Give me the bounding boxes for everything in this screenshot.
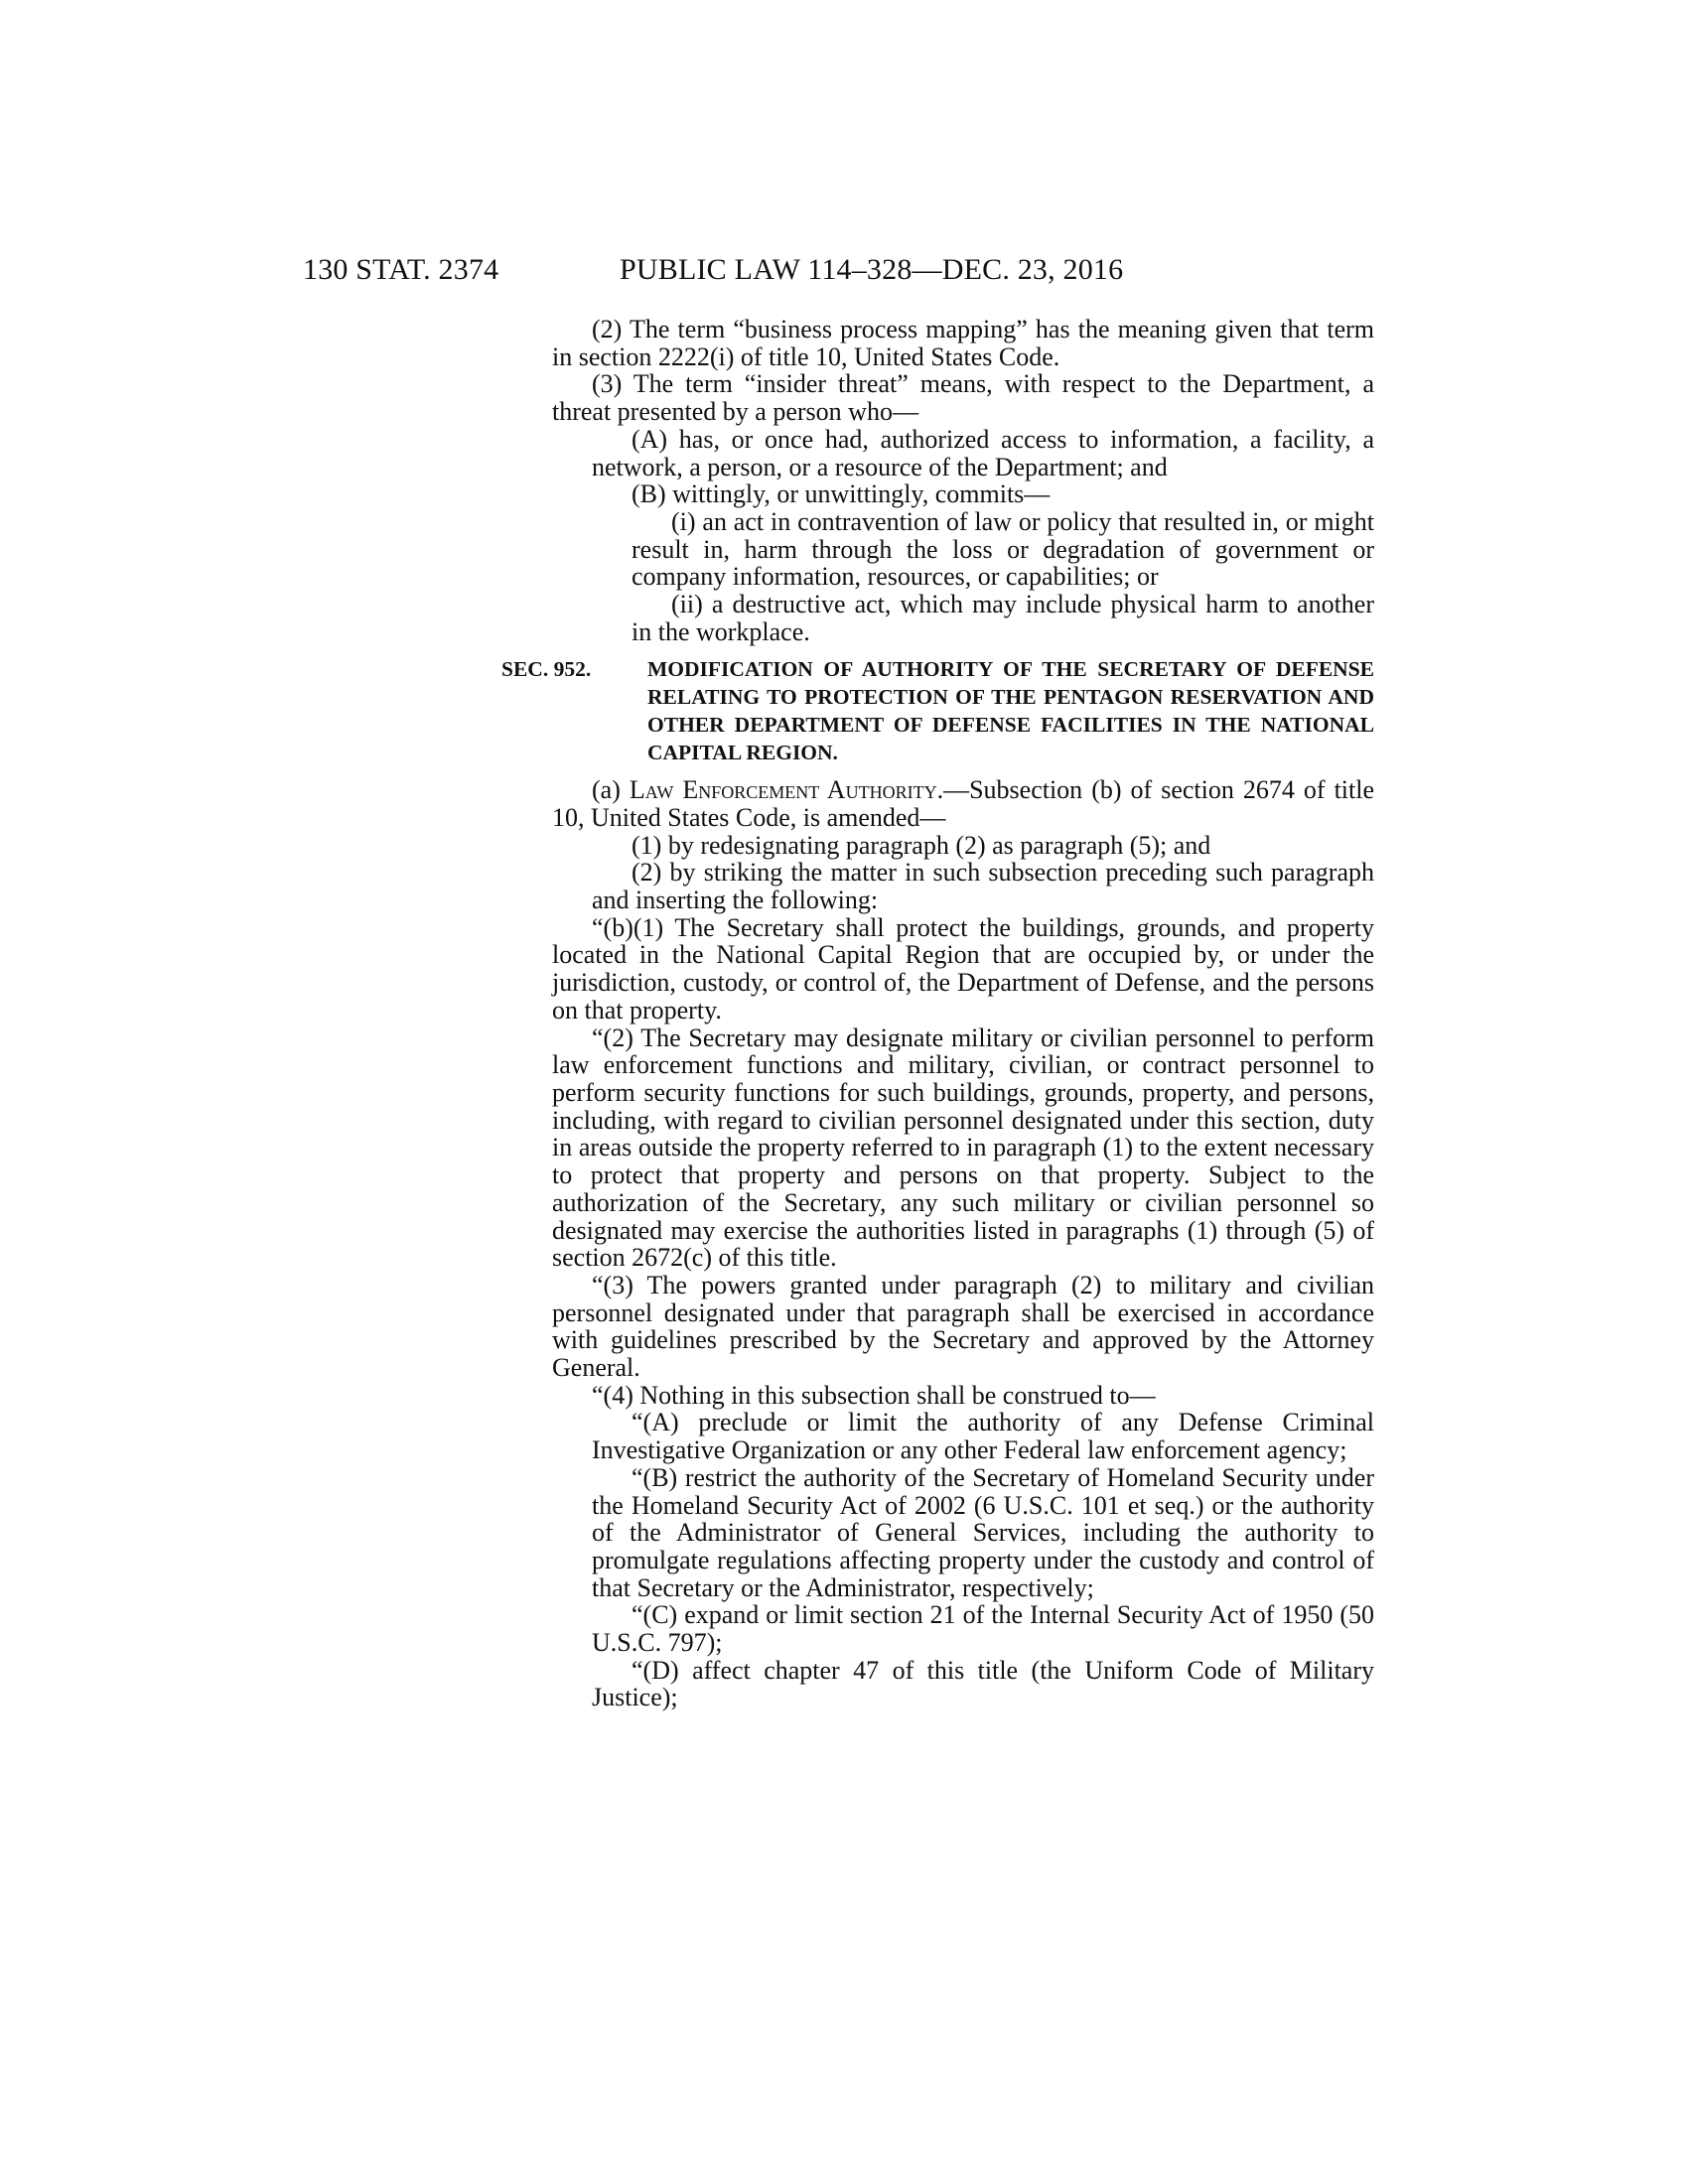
inserted-paragraph-b1: “(b)(1) The Secretary shall protect the buildings, grounds, and property located in the National Capital Region that are occupied by, or under the jurisdiction, custody, or control of, the Department of Defense, and the persons on that property.: [552, 912, 1374, 1024]
inserted-subparagraph-B: “(B) restrict the authority of the Secretary of Homeland Security under the Homeland Security Act of 2002 (6 U.S.C. 101 et seq.) or the authority of the Administrator of General Services, including the authority to promulgate regulations affecting property under the custody and control of that Secretary or the Administrator, respectively;: [592, 1462, 1374, 1602]
document-body: [501, 315, 1375, 1712]
subsection-a-caption: Law Enforcement Authority.: [629, 775, 944, 805]
section-number: SEC. 952.: [501, 657, 592, 682]
clause-i: (i) an act in contravention of law or policy that resulted in, or might result in, harm through the loss or degradation of government or company information, resources, or capabilities; or: [632, 506, 1374, 592]
paragraph-definition-3: (3) The term “insider threat” means, with respect to the Department, a threat presented by a person who—: [552, 369, 1374, 427]
subparagraph-B: (B) wittingly, or unwittingly, commits—: [632, 479, 1051, 509]
inserted-paragraph-4: “(4) Nothing in this subsection shall be construed to—: [592, 1380, 1156, 1410]
subparagraph-A: (A) has, or once had, authorized access to information, a facility, a network, a person, or a resource of the Department; and: [592, 424, 1374, 481]
inserted-subparagraph-A: “(A) preclude or limit the authority of any Defense Criminal Investigative Organization or any other Federal law enforcement agency;: [592, 1408, 1374, 1465]
section-title: MODIFICATION OF AUTHORITY OF THE SECRETARY OF DEFENSE RELATING TO PROTECTION OF THE PENTAGON RESERVATION AND OTHER DEPARTMENT OF DEFENSE FACILITIES IN THE NATIONAL CAPITAL REGION.: [647, 657, 1374, 764]
inserted-subparagraph-C: “(C) expand or limit section 21 of the Internal Security Act of 1950 (50 U.S.C. 797);: [592, 1600, 1374, 1658]
subsection-a: [552, 776, 1374, 831]
inserted-paragraph-2: “(2) The Secretary may designate military or civilian personnel to perform law enforcement functions and military, civilian, or contract personnel to perform security functions for such buildings, grounds, property, and persons, including, with regard to civilian personnel designated under this section, duty in areas outside the property referred to in paragraph (1) to the extent necessary to protect that property and persons on that property. Subject to the authorization of the Secretary, any such military or civilian personnel so designated may exercise the authorities listed in paragraphs (1) through (5) of section 2672(c) of this title.: [552, 1023, 1374, 1273]
inserted-subparagraph-D: “(D) affect chapter 47 of this title (the Uniform Code of Military Justice);: [592, 1655, 1374, 1712]
subsection-a-label: (a): [592, 775, 621, 805]
amendment-paragraph-1: (1) by redesignating paragraph (2) as paragraph (5); and: [632, 830, 1211, 860]
subsection-a-text: —Subsection (b) of section 2674 of title 10, United States Code, is amended—: [552, 775, 1375, 832]
paragraph-definition-2: (2) The term “business process mapping” has the meaning given that term in section 2222(i) of title 10, United States Code.: [552, 315, 1374, 371]
inserted-paragraph-3: “(3) The powers granted under paragraph (2) to military and civilian personnel designated under that paragraph shall be exercised in accordance with guidelines prescribed by the Secretary and approved by the Attorney General.: [552, 1270, 1374, 1383]
section-heading: [501, 656, 1374, 766]
running-header-title: PUBLIC LAW 114–328—DEC. 23, 2016: [620, 253, 1124, 286]
clause-ii: (ii) a destructive act, which may include physical harm to another in the workplace.: [632, 590, 1374, 646]
statute-page-number: 130 STAT. 2374: [303, 253, 499, 286]
amendment-paragraph-2: (2) by striking the matter in such subsection preceding such paragraph and inserting the following:: [592, 858, 1374, 915]
